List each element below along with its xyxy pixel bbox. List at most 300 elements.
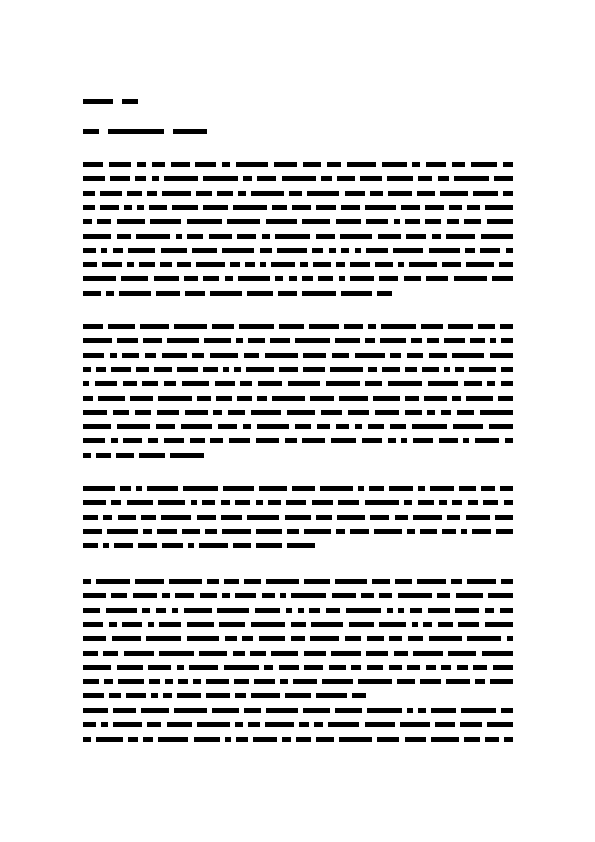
- text-word: [388, 191, 412, 196]
- text-word: [431, 737, 459, 742]
- text-word: [244, 353, 259, 358]
- text-word: [159, 651, 194, 656]
- text-word: [109, 162, 131, 167]
- text-word: [210, 438, 223, 443]
- text-word: [313, 262, 331, 267]
- text-word: [117, 338, 138, 343]
- text-word: [321, 410, 342, 415]
- text-word: [103, 651, 118, 656]
- text-word: [96, 737, 123, 742]
- text-word: [221, 515, 242, 520]
- text-word: [404, 276, 421, 281]
- text-word: [233, 205, 267, 210]
- text-word: [466, 515, 490, 520]
- text-word: [113, 722, 142, 727]
- text-word: [310, 636, 339, 641]
- text-word: [124, 205, 132, 210]
- text-word: [413, 438, 433, 443]
- text-word: [457, 665, 468, 670]
- text-word: [500, 486, 513, 491]
- text-word: [405, 219, 420, 224]
- text-word: [135, 176, 146, 181]
- text-word: [275, 234, 310, 239]
- text-word: [260, 248, 272, 253]
- text-word: [197, 722, 230, 727]
- text-word: [405, 410, 422, 415]
- text-word: [228, 410, 245, 415]
- text-word: [83, 486, 115, 491]
- text-word: [423, 622, 432, 627]
- text-word: [366, 219, 388, 224]
- text-word: [289, 276, 297, 281]
- text-word: [393, 248, 423, 253]
- text-word: [368, 367, 377, 372]
- text-word: [382, 162, 407, 167]
- text-word: [164, 176, 198, 181]
- text-word: [341, 291, 372, 296]
- text-word: [338, 500, 359, 505]
- text-word: [318, 276, 333, 281]
- text-word: [418, 500, 434, 505]
- text-word: [379, 276, 398, 281]
- text-word: [238, 191, 246, 196]
- text-word: [501, 367, 513, 372]
- document-heading: [83, 99, 143, 107]
- text-word: [111, 500, 121, 505]
- text-word: [190, 438, 205, 443]
- text-word: [256, 500, 263, 505]
- text-word: [279, 367, 298, 372]
- text-word: [368, 324, 376, 329]
- text-word: [195, 162, 216, 167]
- text-word: [162, 593, 170, 598]
- text-word: [127, 191, 142, 196]
- text-word: [112, 636, 141, 641]
- text-word: [245, 262, 255, 267]
- text-word: [331, 438, 356, 443]
- text-word: [355, 248, 361, 253]
- text-line: [83, 622, 513, 628]
- text-line: [83, 276, 513, 282]
- text-word: [503, 191, 513, 196]
- text-word: [346, 608, 381, 613]
- text-word: [355, 353, 385, 358]
- text-word: [187, 622, 214, 627]
- text-word: [500, 324, 513, 329]
- text-line: [83, 205, 513, 211]
- text-word: [177, 693, 201, 698]
- text-word: [504, 737, 513, 742]
- text-word: [316, 693, 347, 698]
- text-word: [454, 176, 489, 181]
- text-word: [332, 353, 349, 358]
- text-word: [332, 593, 356, 598]
- text-word: [135, 579, 164, 584]
- text-word: [250, 651, 266, 656]
- text-word: [257, 176, 276, 181]
- text-word: [460, 722, 482, 727]
- text-word: [312, 248, 323, 253]
- text-word: [437, 593, 450, 598]
- text-word: [222, 248, 254, 253]
- text-word: [350, 529, 369, 534]
- text-word: [106, 291, 115, 296]
- text-word: [187, 636, 219, 641]
- text-word: [312, 500, 333, 505]
- text-word: [405, 367, 417, 372]
- text-word: [501, 579, 513, 584]
- text-line: [83, 219, 513, 225]
- text-word: [407, 665, 420, 670]
- text-word: [223, 367, 229, 372]
- text-word: [255, 608, 280, 613]
- text-word: [172, 205, 198, 210]
- text-line: [83, 651, 513, 657]
- text-word: [117, 219, 145, 224]
- text-line: [83, 291, 397, 297]
- subheading-word: [173, 129, 207, 134]
- text-word: [411, 338, 422, 343]
- text-word: [339, 396, 368, 401]
- text-word: [248, 338, 265, 343]
- text-word: [163, 693, 172, 698]
- text-word: [358, 679, 392, 684]
- text-word: [164, 438, 184, 443]
- text-word: [331, 651, 361, 656]
- text-word: [225, 737, 231, 742]
- text-word: [83, 651, 98, 656]
- text-word: [303, 162, 321, 167]
- text-word: [236, 737, 248, 742]
- text-word: [355, 424, 362, 429]
- text-word: [148, 622, 154, 627]
- text-word: [83, 722, 96, 727]
- text-word: [472, 529, 491, 534]
- text-word: [259, 636, 285, 641]
- text-word: [304, 529, 331, 534]
- text-word: [142, 381, 158, 386]
- text-word: [492, 276, 513, 281]
- text-word: [398, 262, 404, 267]
- text-word: [458, 622, 479, 627]
- heading-word: [83, 99, 113, 104]
- text-word: [83, 708, 108, 713]
- text-word: [288, 381, 320, 386]
- text-word: [114, 543, 134, 548]
- text-word: [172, 608, 178, 613]
- text-word: [111, 367, 131, 372]
- text-line: [83, 424, 513, 430]
- text-word: [97, 219, 111, 224]
- text-word: [251, 410, 281, 415]
- text-word: [206, 679, 229, 684]
- text-word: [352, 693, 366, 698]
- text-word: [489, 424, 513, 429]
- text-word: [464, 219, 481, 224]
- text-line: [83, 579, 513, 585]
- text-word: [390, 353, 401, 358]
- text-word: [194, 737, 220, 742]
- text-word: [503, 162, 513, 167]
- text-word: [161, 248, 187, 253]
- text-line: [83, 708, 513, 714]
- text-word: [149, 679, 160, 684]
- text-word: [365, 205, 396, 210]
- text-word: [142, 608, 150, 613]
- text-word: [218, 424, 237, 429]
- text-word: [485, 205, 513, 210]
- text-word: [379, 622, 406, 627]
- text-word: [465, 248, 475, 253]
- text-word: [422, 367, 439, 372]
- text-word: [83, 176, 105, 181]
- text-word: [495, 515, 513, 520]
- text-word: [108, 324, 135, 329]
- text-word: [298, 608, 304, 613]
- text-word: [217, 191, 233, 196]
- text-word: [374, 529, 402, 534]
- text-word: [83, 593, 106, 598]
- text-word: [369, 486, 384, 491]
- text-word: [365, 338, 375, 343]
- text-word: [409, 262, 437, 267]
- text-word: [95, 381, 117, 386]
- text-word: [148, 438, 158, 443]
- text-word: [296, 737, 311, 742]
- text-word: [420, 679, 441, 684]
- text-word: [466, 396, 493, 401]
- text-word: [167, 338, 199, 343]
- text-word: [463, 438, 469, 443]
- text-word: [326, 381, 360, 386]
- text-word: [285, 693, 311, 698]
- text-word: [130, 396, 153, 401]
- text-word: [83, 162, 103, 167]
- text-word: [282, 737, 291, 742]
- text-line: [83, 543, 320, 549]
- text-word: [170, 453, 204, 458]
- text-word: [375, 262, 393, 267]
- text-word: [212, 324, 234, 329]
- text-line: [83, 381, 513, 387]
- text-word: [365, 500, 399, 505]
- text-word: [429, 248, 460, 253]
- text-word: [123, 381, 137, 386]
- text-word: [147, 486, 178, 491]
- text-word: [156, 291, 181, 296]
- text-word: [110, 176, 130, 181]
- text-word: [96, 579, 130, 584]
- text-word: [427, 338, 439, 343]
- text-word: [209, 234, 232, 239]
- text-word: [358, 486, 364, 491]
- text-word: [317, 424, 330, 429]
- text-word: [373, 396, 400, 401]
- text-word: [442, 529, 456, 534]
- text-word: [83, 438, 105, 443]
- text-word: [280, 593, 286, 598]
- text-line: [83, 338, 513, 344]
- text-word: [83, 367, 91, 372]
- text-word: [501, 708, 513, 713]
- text-word: [83, 276, 116, 281]
- text-word: [401, 438, 407, 443]
- text-word: [193, 679, 201, 684]
- text-word: [417, 191, 435, 196]
- text-word: [107, 529, 138, 534]
- text-word: [452, 500, 462, 505]
- text-word: [83, 191, 95, 196]
- text-word: [256, 543, 283, 548]
- text-word: [272, 205, 287, 210]
- text-word: [234, 679, 249, 684]
- text-line: [83, 593, 513, 599]
- text-word: [303, 367, 325, 372]
- text-word: [485, 737, 499, 742]
- text-word: [222, 529, 251, 534]
- text-word: [224, 579, 239, 584]
- text-word: [303, 353, 326, 358]
- text-word: [83, 219, 92, 224]
- text-word: [471, 162, 497, 167]
- text-word: [101, 248, 107, 253]
- text-word: [158, 737, 188, 742]
- text-word: [448, 324, 473, 329]
- text-word: [464, 737, 480, 742]
- text-word: [292, 486, 315, 491]
- subheading-word: [108, 129, 164, 134]
- text-word: [141, 708, 169, 713]
- text-word: [197, 515, 216, 520]
- text-word: [203, 367, 218, 372]
- text-word: [438, 622, 453, 627]
- text-word: [260, 262, 266, 267]
- text-word: [467, 636, 501, 641]
- text-word: [224, 665, 259, 670]
- text-word: [83, 410, 107, 415]
- text-word: [316, 205, 336, 210]
- text-word: [271, 262, 295, 267]
- text-word: [431, 708, 456, 713]
- text-word: [335, 338, 360, 343]
- text-word: [368, 424, 384, 429]
- text-word: [233, 543, 251, 548]
- text-word: [337, 515, 365, 520]
- text-word: [389, 636, 402, 641]
- text-line: [83, 529, 513, 535]
- text-word: [174, 708, 207, 713]
- text-word: [137, 205, 144, 210]
- text-word: [235, 722, 243, 727]
- text-word: [505, 438, 513, 443]
- text-word: [147, 722, 161, 727]
- text-word: [136, 367, 149, 372]
- text-word: [470, 338, 485, 343]
- text-word: [490, 679, 513, 684]
- text-word: [449, 205, 462, 210]
- text-word: [339, 737, 372, 742]
- text-word: [237, 396, 252, 401]
- text-word: [483, 500, 498, 505]
- text-word: [397, 679, 415, 684]
- text-word: [111, 593, 127, 598]
- text-line: [83, 234, 513, 240]
- text-word: [240, 381, 252, 386]
- text-word: [452, 353, 484, 358]
- text-word: [389, 486, 413, 491]
- text-word: [382, 367, 400, 372]
- text-word: [235, 593, 256, 598]
- text-word: [162, 543, 184, 548]
- text-word: [177, 367, 198, 372]
- text-word: [478, 324, 495, 329]
- text-line: [83, 410, 513, 416]
- text-word: [251, 622, 285, 627]
- text-word: [83, 205, 95, 210]
- text-word: [367, 708, 402, 713]
- text-word: [425, 219, 441, 224]
- text-word: [309, 324, 339, 329]
- text-word: [293, 679, 317, 684]
- text-word: [499, 262, 513, 267]
- text-word: [365, 722, 395, 727]
- text-word: [244, 579, 261, 584]
- text-word: [417, 579, 446, 584]
- text-word: [309, 608, 320, 613]
- text-word: [266, 219, 297, 224]
- text-word: [143, 338, 162, 343]
- text-word: [350, 276, 374, 281]
- text-line: [83, 262, 513, 268]
- text-word: [113, 248, 123, 253]
- subheading-word: [83, 129, 99, 134]
- text-word: [128, 248, 155, 253]
- text-word: [217, 608, 249, 613]
- text-word: [302, 438, 325, 443]
- text-word: [295, 424, 311, 429]
- text-word: [316, 737, 334, 742]
- text-word: [83, 608, 100, 613]
- text-word: [122, 353, 139, 358]
- text-line: [83, 162, 513, 168]
- text-word: [351, 665, 361, 670]
- text-word: [473, 665, 487, 670]
- text-word: [398, 608, 404, 613]
- text-word: [444, 338, 465, 343]
- text-word: [366, 248, 388, 253]
- text-word: [196, 262, 225, 267]
- text-word: [440, 191, 468, 196]
- text-word: [83, 291, 101, 296]
- text-word: [243, 424, 251, 429]
- text-word: [127, 500, 153, 505]
- text-word: [246, 367, 274, 372]
- text-word: [136, 234, 170, 239]
- text-word: [123, 438, 142, 443]
- text-word: [321, 176, 332, 181]
- text-word: [98, 396, 125, 401]
- text-word: [212, 708, 239, 713]
- text-word: [83, 737, 91, 742]
- text-word: [196, 191, 212, 196]
- text-line: [83, 737, 513, 743]
- text-word: [451, 579, 462, 584]
- text-word: [459, 486, 476, 491]
- text-word: [310, 396, 334, 401]
- text-word: [104, 679, 113, 684]
- text-word: [466, 262, 494, 267]
- text-word: [329, 248, 336, 253]
